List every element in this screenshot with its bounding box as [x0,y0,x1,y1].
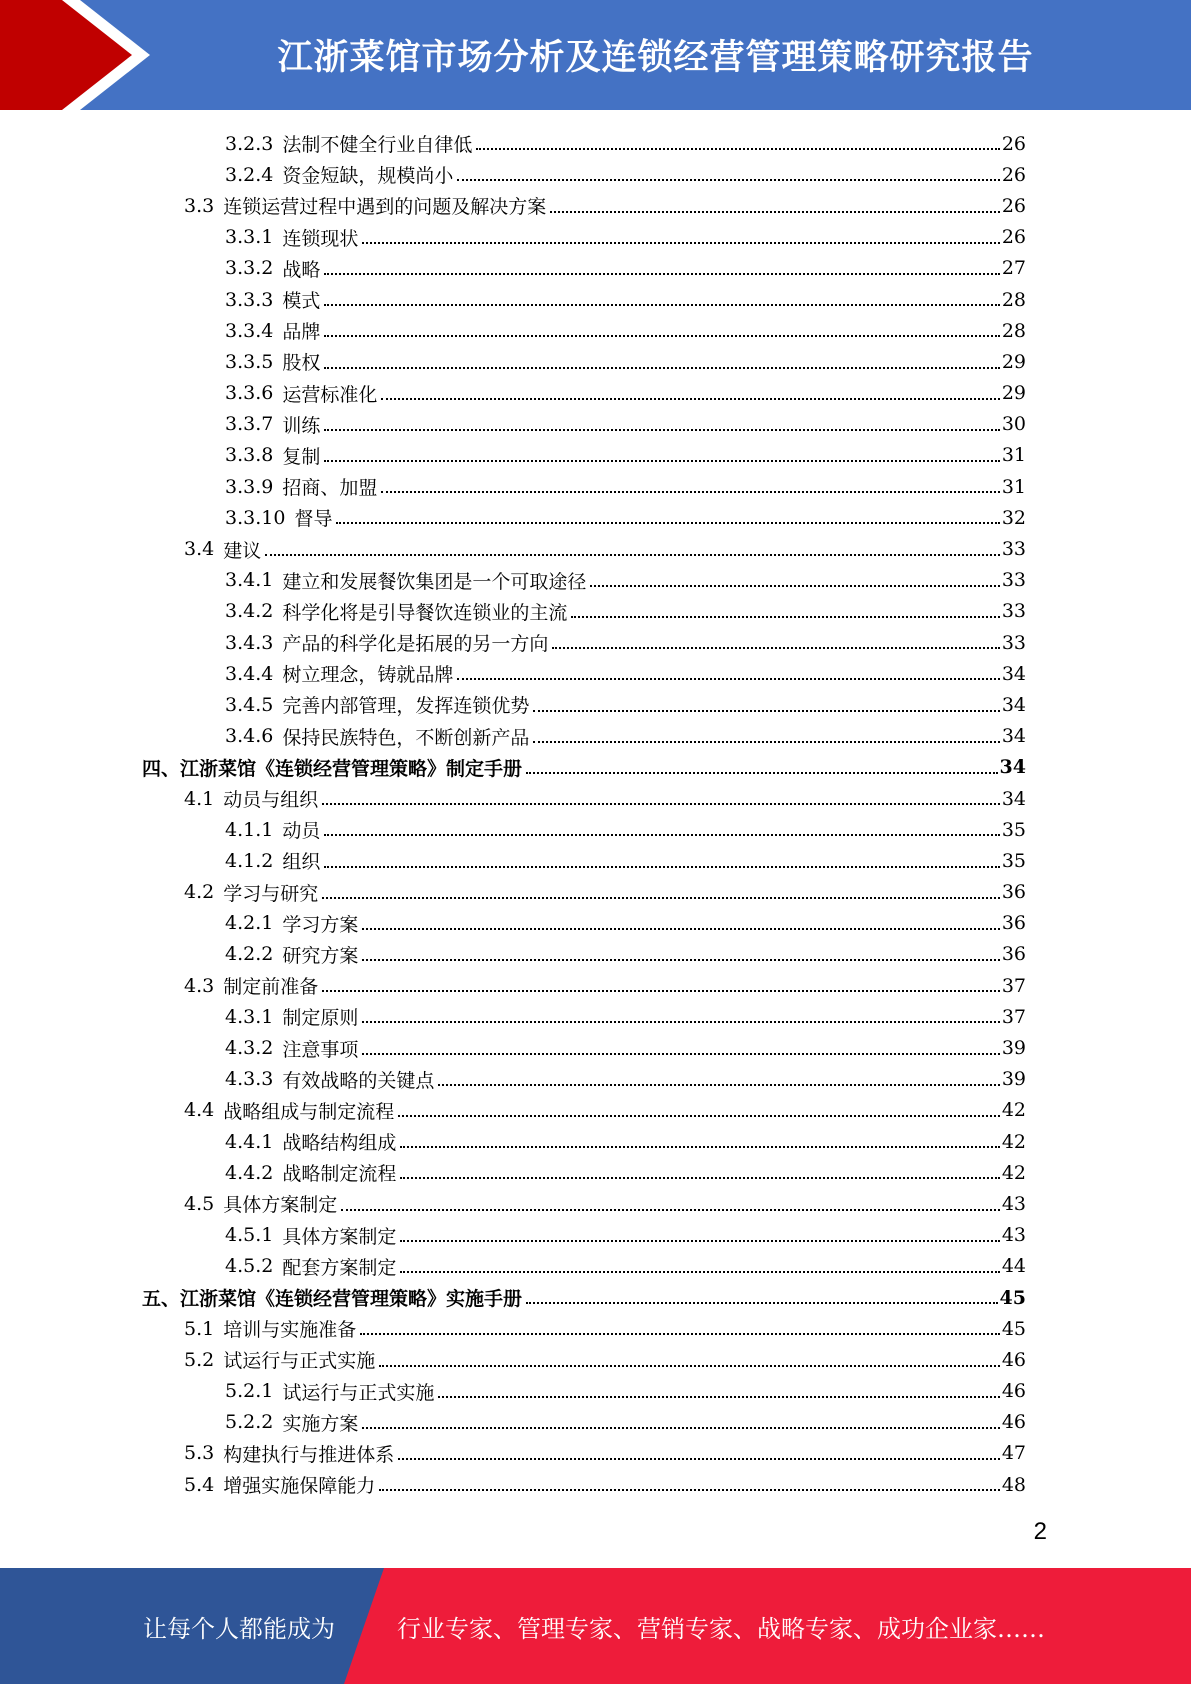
toc-entry-page: 33 [1001,600,1026,623]
toc-entry-title: 产品的科学化是拓展的另一方向 [282,633,549,656]
toc-dot-leader [362,959,999,961]
toc-entry-number: 4.1.1 [225,818,274,841]
toc-entry-title: 战略结构组成 [282,1132,397,1155]
toc-entry-page: 27 [1001,257,1026,280]
toc-dot-leader [362,242,999,244]
toc-entry[interactable] [0,908,1191,939]
toc-entry[interactable] [0,1407,1191,1438]
toc-entry[interactable] [0,315,1191,346]
toc-entry-page: 46 [1001,1348,1026,1371]
toc-entry-title: 培训与实施准备 [223,1319,357,1342]
toc-entry-title: 学习与研究 [223,882,319,905]
toc-dot-leader [362,1021,999,1023]
toc-entry-page: 29 [1001,350,1026,373]
toc-dot-leader [324,273,999,275]
toc-entry-title: 训练 [282,414,321,437]
toc-entry[interactable] [0,253,1191,284]
toc-entry-title: 督导 [294,508,333,531]
toc-entry-number: 3.3.9 [225,475,274,498]
toc-entry-number: 3.3.10 [225,506,286,529]
toc-dot-leader [324,335,999,337]
toc-entry-title: 法制不健全行业自律低 [282,134,473,157]
toc-entry[interactable] [0,845,1191,876]
toc-entry-page: 26 [1001,194,1026,217]
toc-entry-number: 4.4.2 [225,1161,274,1184]
toc-dot-leader [322,990,1000,992]
toc-dot-leader [324,834,999,836]
toc-entry-number: 4.2.2 [225,943,274,966]
toc-entry-page: 37 [1001,974,1026,997]
toc-dot-leader [362,928,999,930]
toc-entry[interactable] [0,471,1191,502]
toc-entry[interactable] [0,939,1191,970]
toc-entry[interactable] [0,814,1191,845]
toc-entry-page: 36 [1001,881,1026,904]
toc-entry-number: 5.1 [184,1317,215,1340]
toc-entry-title: 制定前准备 [223,976,319,999]
toc-dot-leader [341,1209,1000,1211]
toc-entry-page: 36 [1001,943,1026,966]
toc-entry-title: 五、江浙菜馆《连锁经营管理策略》实施手册 [142,1288,523,1311]
toc-entry-page: 29 [1001,382,1026,405]
toc-entry-title: 学习方案 [282,913,359,936]
toc-dot-leader [400,1240,999,1242]
toc-dot-leader [379,1489,1000,1491]
toc-entry-number: 4.1 [184,787,215,810]
toc-entry[interactable] [0,1126,1191,1157]
toc-entry-title: 动员与组织 [223,789,319,812]
toc-entry-title: 保持民族特色，不断创新产品 [282,726,530,749]
toc-entry-number: 5.2.1 [225,1380,274,1403]
toc-entry-page: 45 [1001,1317,1026,1340]
toc-entry-title: 资金短缺，规模尚小 [282,165,454,188]
toc-entry-number: 3.3.8 [225,444,274,467]
toc-entry[interactable] [0,1064,1191,1095]
toc-entry-title: 连锁运营过程中遇到的问题及解决方案 [223,196,547,219]
toc-entry[interactable] [0,128,1191,159]
toc-entry[interactable] [0,440,1191,471]
toc-dot-leader [362,1427,999,1429]
toc-dot-leader [438,1396,999,1398]
toc-entry[interactable] [0,627,1191,658]
toc-entry-number: 4.3.3 [225,1068,274,1091]
toc-dot-leader [336,522,999,524]
footer-slogan: 让每个人都能成为 [143,1614,335,1643]
toc-entry-page: 39 [1001,1068,1026,1091]
toc-entry-title: 战略 [282,258,321,281]
toc-entry-number: 3.4.4 [225,662,274,685]
toc-dot-leader [571,616,999,618]
toc-entry-page: 37 [1001,1005,1026,1028]
toc-entry-number: 3.2.4 [225,163,274,186]
toc-entry[interactable] [0,596,1191,627]
toc-entry-page: 35 [1001,818,1026,841]
toc-entry[interactable] [0,502,1191,533]
toc-entry-page: 35 [1001,849,1026,872]
toc-entry-number: 3.4.1 [225,569,274,592]
toc-entry-number: 4.2.1 [225,912,274,935]
toc-entry-title: 注意事项 [282,1038,359,1061]
toc-entry-title: 完善内部管理，发挥连锁优势 [282,695,530,718]
toc-entry-number: 4.5.1 [225,1224,274,1247]
toc-dot-leader [526,1302,998,1304]
toc-entry[interactable] [0,1032,1191,1063]
toc-entry[interactable] [0,222,1191,253]
toc-dot-leader [457,179,999,181]
toc-entry-number: 3.4.3 [225,631,274,654]
toc-entry-number: 3.4.5 [225,693,274,716]
toc-entry-page: 34 [1001,693,1026,716]
toc-entry-page: 44 [1001,1255,1026,1278]
toc-entry[interactable] [0,284,1191,315]
toc-dot-leader [324,429,999,431]
toc-entry-title: 试运行与正式实施 [223,1350,376,1373]
toc-entry-title: 具体方案制定 [223,1194,338,1217]
toc-dot-leader [400,1271,999,1273]
toc-entry-page: 46 [1001,1380,1026,1403]
toc-entry-page: 26 [1001,226,1026,249]
toc-dot-leader [265,554,1000,556]
toc-entry-page: 28 [1001,319,1026,342]
toc-entry-title: 复制 [282,445,321,468]
toc-entry-number: 5.2 [184,1348,215,1371]
toc-entry[interactable] [0,721,1191,752]
toc-entry-title: 战略制定流程 [282,1163,397,1186]
toc-entry-title: 运营标准化 [282,383,378,406]
toc-dot-leader [400,1146,999,1148]
toc-entry[interactable] [0,783,1191,814]
toc-entry-page: 42 [1001,1161,1026,1184]
toc-entry-title: 实施方案 [282,1412,359,1435]
page-number: 2 [1033,1518,1047,1545]
toc-entry-title: 制定原则 [282,1007,359,1030]
toc-dot-leader [552,647,999,649]
toc-entry[interactable] [0,658,1191,689]
toc-entry-title: 树立理念，铸就品牌 [282,664,454,687]
toc-entry[interactable] [0,378,1191,409]
toc-entry-title: 科学化将是引导餐饮连锁业的主流 [282,601,568,624]
toc-entry-title: 股权 [282,352,321,375]
footer-expert-list: 行业专家、管理专家、营销专家、战略专家、成功企业家…… [397,1614,1045,1643]
toc-entry-title: 品牌 [282,321,321,344]
toc-entry-number: 3.3.1 [225,226,274,249]
toc-entry[interactable] [0,752,1191,783]
toc-entry-page: 43 [1001,1192,1026,1215]
toc-entry[interactable] [0,565,1191,596]
toc-dot-leader [362,1053,999,1055]
toc-entry-title: 研究方案 [282,944,359,967]
toc-dot-leader [379,1365,1000,1367]
toc-entry-title: 连锁现状 [282,227,359,250]
toc-entry-page: 34 [1001,787,1026,810]
toc-dot-leader [381,491,999,493]
toc-entry[interactable] [0,689,1191,720]
toc-entry-title: 组织 [282,851,321,874]
toc-entry-page: 33 [1001,538,1026,561]
toc-entry-page: 34 [1001,662,1026,685]
toc-entry-title: 建议 [223,539,262,562]
toc-entry-number: 3.3 [184,194,215,217]
table-of-contents [0,128,1191,1500]
toc-entry-page: 26 [1001,163,1026,186]
toc-entry-number: 3.2.3 [225,132,274,155]
toc-dot-leader [322,803,1000,805]
toc-entry-title: 动员 [282,820,321,843]
toc-entry-page: 34 [999,756,1026,779]
toc-entry-title: 四、江浙菜馆《连锁经营管理策略》制定手册 [142,757,523,780]
toc-entry-title: 具体方案制定 [282,1225,397,1248]
toc-entry-page: 48 [1001,1473,1026,1496]
toc-entry-number: 4.4.1 [225,1130,274,1153]
toc-entry-number: 4.4 [184,1099,215,1122]
toc-entry-title: 构建执行与推进体系 [223,1443,395,1466]
toc-entry-number: 3.3.2 [225,257,274,280]
toc-entry[interactable] [0,1188,1191,1219]
toc-entry[interactable] [0,970,1191,1001]
toc-entry-title: 模式 [282,290,321,313]
toc-entry-number: 3.4.2 [225,600,274,623]
toc-entry-number: 5.2.2 [225,1411,274,1434]
toc-dot-leader [457,678,999,680]
toc-dot-leader [400,1177,999,1179]
toc-entry-number: 4.3.2 [225,1037,274,1060]
toc-entry-number: 4.3.1 [225,1005,274,1028]
toc-entry-number: 3.3.7 [225,413,274,436]
toc-dot-leader [322,897,1000,899]
toc-dot-leader [590,585,999,587]
toc-entry-page: 28 [1001,288,1026,311]
toc-entry[interactable] [0,346,1191,377]
toc-entry-number: 5.4 [184,1473,215,1496]
toc-entry[interactable] [0,1001,1191,1032]
toc-dot-leader [324,460,999,462]
toc-entry-page: 36 [1001,912,1026,935]
toc-entry-title: 增强实施保障能力 [223,1475,376,1498]
toc-entry[interactable] [0,877,1191,908]
toc-entry-page: 45 [999,1286,1026,1309]
toc-entry-number: 3.4.6 [225,725,274,748]
toc-dot-leader [398,1458,1000,1460]
toc-dot-leader [324,866,999,868]
toc-entry-page: 30 [1001,413,1026,436]
toc-entry[interactable] [0,533,1191,564]
toc-entry[interactable] [0,1438,1191,1469]
document-title: 江浙菜馆市场分析及连锁经营管理策略研究报告 [277,38,1034,78]
toc-entry-title: 建立和发展餐饮集团是一个可取途径 [282,570,587,593]
toc-dot-leader [533,710,999,712]
toc-dot-leader [476,148,999,150]
page-footer [0,1568,1191,1684]
toc-entry[interactable] [0,1282,1191,1313]
toc-entry-number: 3.3.3 [225,288,274,311]
toc-dot-leader [381,398,999,400]
toc-entry-page: 31 [1001,475,1026,498]
toc-entry-page: 42 [1001,1130,1026,1153]
toc-entry-title: 配套方案制定 [282,1256,397,1279]
toc-entry-title: 试运行与正式实施 [282,1381,435,1404]
toc-entry-title: 招商、加盟 [282,477,378,500]
toc-entry[interactable] [0,1469,1191,1500]
toc-dot-leader [324,367,999,369]
toc-entry-page: 42 [1001,1099,1026,1122]
toc-entry[interactable] [0,1220,1191,1251]
toc-dot-leader [533,741,999,743]
page-header [0,0,1191,110]
toc-entry-page: 34 [1001,725,1026,748]
toc-entry-page: 33 [1001,631,1026,654]
toc-entry-number: 3.4 [184,538,215,561]
toc-entry-number: 4.3 [184,974,215,997]
toc-dot-leader [438,1084,999,1086]
toc-entry[interactable] [0,409,1191,440]
toc-entry[interactable] [0,1313,1191,1344]
toc-entry-number: 4.5 [184,1192,215,1215]
toc-dot-leader [324,304,999,306]
toc-entry-page: 46 [1001,1411,1026,1434]
toc-entry-page: 26 [1001,132,1026,155]
toc-entry-number: 3.3.6 [225,382,274,405]
toc-entry-number: 5.3 [184,1442,215,1465]
toc-dot-leader [550,211,1000,213]
toc-entry-page: 47 [1001,1442,1026,1465]
toc-dot-leader [360,1333,1000,1335]
toc-entry[interactable] [0,159,1191,190]
toc-entry-number: 4.5.2 [225,1255,274,1278]
toc-dot-leader [398,1115,1000,1117]
toc-entry-page: 33 [1001,569,1026,592]
toc-entry-number: 4.1.2 [225,849,274,872]
toc-entry-title: 战略组成与制定流程 [223,1100,395,1123]
toc-entry-title: 有效战略的关键点 [282,1069,435,1092]
toc-entry[interactable] [0,1376,1191,1407]
toc-entry-page: 31 [1001,444,1026,467]
toc-entry[interactable] [0,1344,1191,1375]
toc-entry-page: 43 [1001,1224,1026,1247]
toc-entry-number: 3.3.4 [225,319,274,342]
toc-entry[interactable] [0,1251,1191,1282]
toc-entry[interactable] [0,190,1191,221]
toc-entry-page: 39 [1001,1037,1026,1060]
toc-entry-page: 32 [1001,506,1026,529]
toc-entry[interactable] [0,1095,1191,1126]
toc-entry[interactable] [0,1157,1191,1188]
toc-entry-number: 3.3.5 [225,350,274,373]
toc-entry-number: 4.2 [184,881,215,904]
toc-dot-leader [526,772,998,774]
